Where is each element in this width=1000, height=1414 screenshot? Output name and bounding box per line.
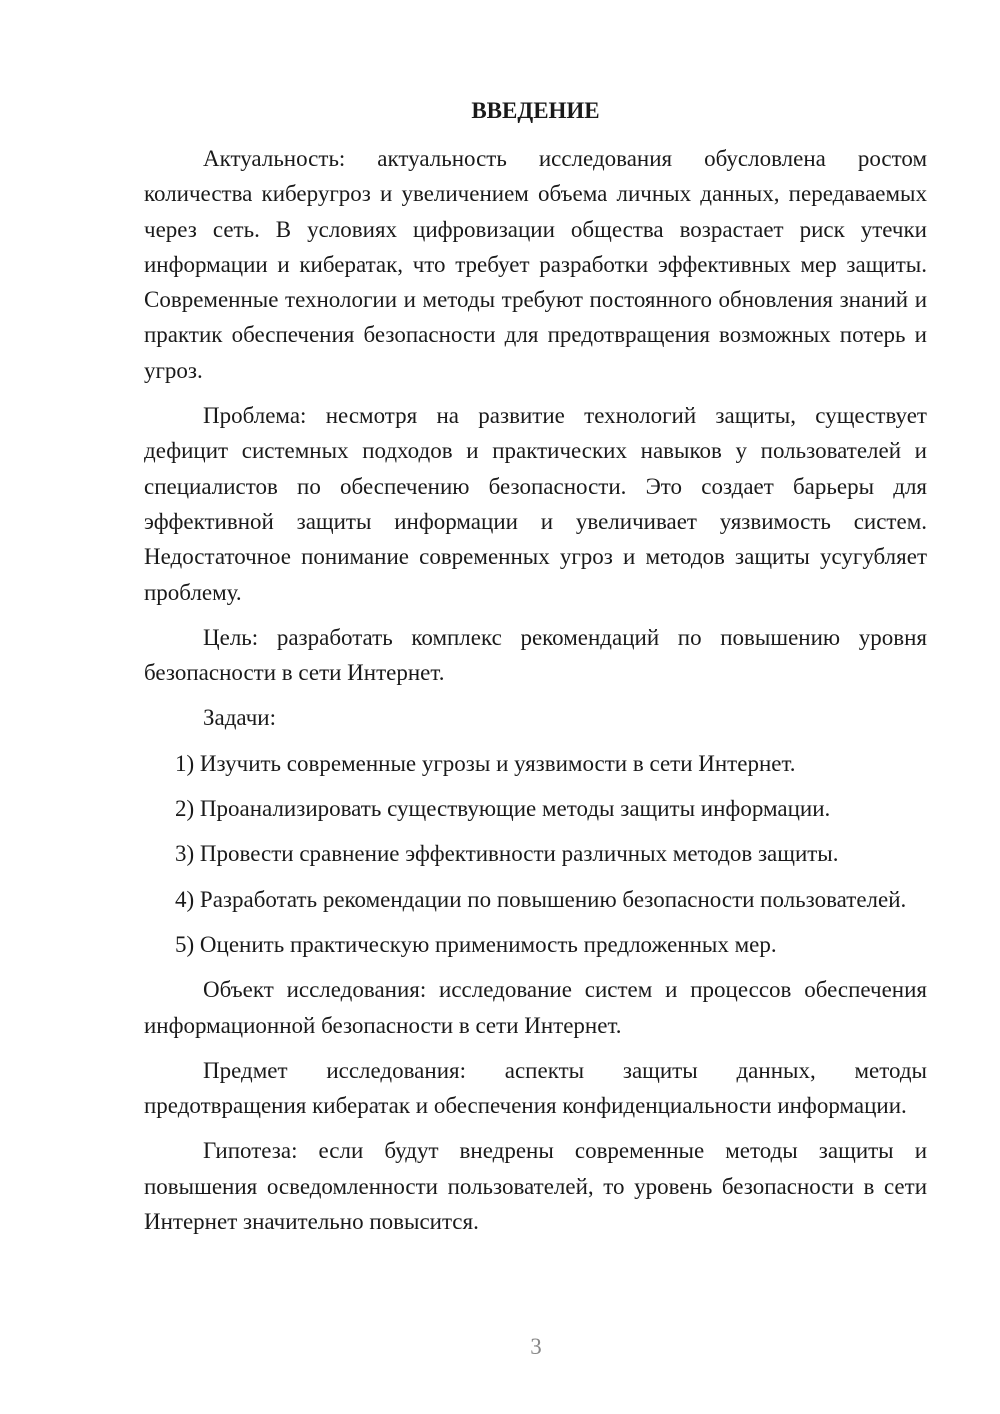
task-item-2: 2) Проанализировать существующие методы защиты информации.	[175, 796, 831, 822]
paragraph-object: Объект исследования: исследование систем и процессов обеспечения информационной безопасности в сети Интернет.	[144, 977, 927, 1038]
paragraph-subject: Предмет исследования: аспекты защиты данных, методы предотвращения кибератак и обеспечения конфиденциальности информации.	[144, 1057, 927, 1119]
task-item-3: 3) Провести сравнение эффективности различных методов защиты.	[175, 841, 839, 867]
paragraph-goal: Цель: разработать комплекс рекомендаций по повышению уровня безопасности в сети Интернет.	[144, 624, 927, 686]
tasks-label: Задачи:	[203, 705, 276, 731]
task-item-1: 1) Изучить современные угрозы и уязвимости в сети Интернет.	[175, 750, 796, 776]
body-text	[144, 141, 927, 1239]
paragraph-problem: Проблема: несмотря на развитие технологий защиты, существует дефицит системных подходов и практических навыков у пользователей и специалистов по обеспечению безопасности. Это создает барьеры для эффективной защиты информации и увеличивает уязвимость систем. Недостаточное понимание современных угроз и методов защиты усугубляет проблему.	[144, 403, 927, 605]
page-number: 3	[530, 1334, 542, 1359]
paragraph-relevance: Актуальность: актуальность исследования обусловлена ростом количества киберугроз и увеличением объема личных данных, передаваемых через сеть. В условиях цифровизации общества возрастает риск утечки информации и кибератак, что требует разработки эффективных мер защиты. Современные технологии и методы требуют постоянного обновления знаний и практик обеспечения безопасности для предотвращения возможных потерь и угроз.	[144, 146, 927, 383]
paragraph-hypothesis: Гипотеза: если будут внедрены современные методы защиты и повышения осведомленности пользователей, то уровень безопасности в сети Интернет значительно повысится.	[144, 1138, 927, 1235]
task-item-4: 4) Разработать рекомендации по повышению безопасности пользователей.	[175, 886, 907, 912]
task-item-5: 5) Оценить практическую применимость предложенных мер.	[175, 931, 777, 957]
section-heading: ВВЕДЕНИЕ	[471, 98, 600, 123]
